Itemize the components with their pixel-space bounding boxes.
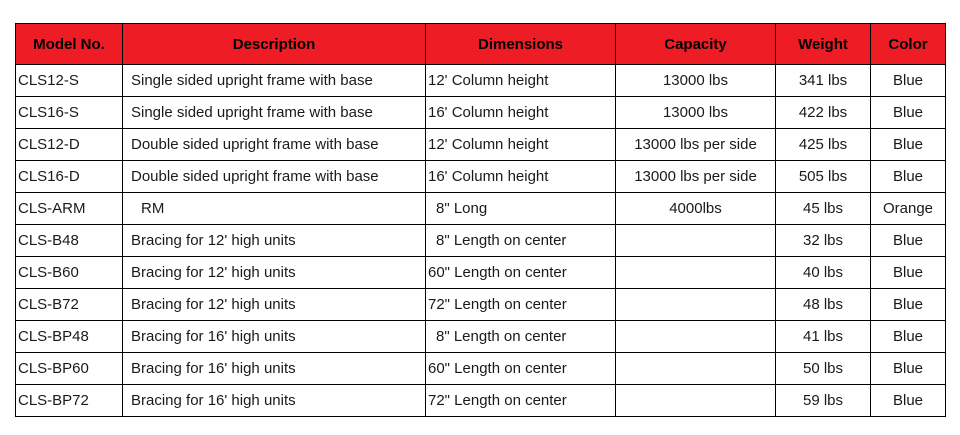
product-spec-table [15,23,946,417]
cell-capacity: 4000lbs [616,193,776,225]
table-row [16,97,946,129]
cell-dimensions: 8" Long [426,193,616,225]
cell-model: CLS-BP48 [16,321,123,353]
cell-weight: 422 lbs [776,97,871,129]
header-description: Description [123,24,426,65]
header-weight: Weight [776,24,871,65]
cell-description: Bracing for 12' high units [123,257,426,289]
header-color: Color [871,24,946,65]
cell-model: CLS-B72 [16,289,123,321]
cell-dimensions: 60" Length on center [426,257,616,289]
cell-description: Bracing for 16' high units [123,321,426,353]
cell-color: Blue [871,97,946,129]
cell-color: Orange [871,193,946,225]
cell-description: Double sided upright frame with base [123,161,426,193]
table-row [16,321,946,353]
cell-model: CLS-ARM [16,193,123,225]
cell-weight: 50 lbs [776,353,871,385]
table-row [16,161,946,193]
cell-model: CLS16-S [16,97,123,129]
cell-color: Blue [871,65,946,97]
table-row [16,193,946,225]
cell-weight: 59 lbs [776,385,871,417]
cell-capacity: 13000 lbs [616,97,776,129]
table-row [16,385,946,417]
table-row [16,129,946,161]
cell-capacity [616,321,776,353]
cell-model: CLS-BP60 [16,353,123,385]
cell-weight: 32 lbs [776,225,871,257]
cell-capacity: 13000 lbs [616,65,776,97]
cell-color: Blue [871,225,946,257]
cell-weight: 48 lbs [776,289,871,321]
cell-capacity [616,225,776,257]
cell-description: Single sided upright frame with base [123,97,426,129]
cell-description: Double sided upright frame with base [123,129,426,161]
cell-dimensions: 72" Length on center [426,289,616,321]
cell-color: Blue [871,257,946,289]
cell-weight: 41 lbs [776,321,871,353]
table-body [16,65,946,417]
cell-dimensions: 60" Length on center [426,353,616,385]
cell-color: Blue [871,321,946,353]
cell-description: Bracing for 16' high units [123,385,426,417]
cell-model: CLS-B60 [16,257,123,289]
cell-capacity [616,289,776,321]
cell-color: Blue [871,161,946,193]
cell-dimensions: 12' Column height [426,65,616,97]
cell-weight: 425 lbs [776,129,871,161]
header-dimensions: Dimensions [426,24,616,65]
table-row [16,257,946,289]
cell-description: Single sided upright frame with base [123,65,426,97]
cell-model: CLS-B48 [16,225,123,257]
header-model-no: Model No. [16,24,123,65]
table-row [16,65,946,97]
cell-model: CLS-BP72 [16,385,123,417]
table-header [16,24,946,65]
cell-dimensions: 12' Column height [426,129,616,161]
cell-weight: 40 lbs [776,257,871,289]
cell-description: Bracing for 12' high units [123,289,426,321]
cell-description: Bracing for 16' high units [123,353,426,385]
cell-capacity [616,353,776,385]
cell-dimensions: 16' Column height [426,97,616,129]
cell-capacity [616,385,776,417]
header-row [16,24,946,65]
cell-dimensions: 8" Length on center [426,225,616,257]
table-row [16,225,946,257]
cell-description: Bracing for 12' high units [123,225,426,257]
cell-description: RM [123,193,426,225]
cell-model: CLS12-D [16,129,123,161]
cell-dimensions: 16' Column height [426,161,616,193]
cell-capacity: 13000 lbs per side [616,161,776,193]
cell-dimensions: 72" Length on center [426,385,616,417]
cell-color: Blue [871,353,946,385]
cell-color: Blue [871,289,946,321]
cell-dimensions: 8" Length on center [426,321,616,353]
header-capacity: Capacity [616,24,776,65]
cell-model: CLS16-D [16,161,123,193]
cell-weight: 505 lbs [776,161,871,193]
cell-capacity: 13000 lbs per side [616,129,776,161]
cell-color: Blue [871,385,946,417]
cell-weight: 341 lbs [776,65,871,97]
cell-color: Blue [871,129,946,161]
table-row [16,353,946,385]
cell-weight: 45 lbs [776,193,871,225]
cell-model: CLS12-S [16,65,123,97]
table-row [16,289,946,321]
cell-capacity [616,257,776,289]
